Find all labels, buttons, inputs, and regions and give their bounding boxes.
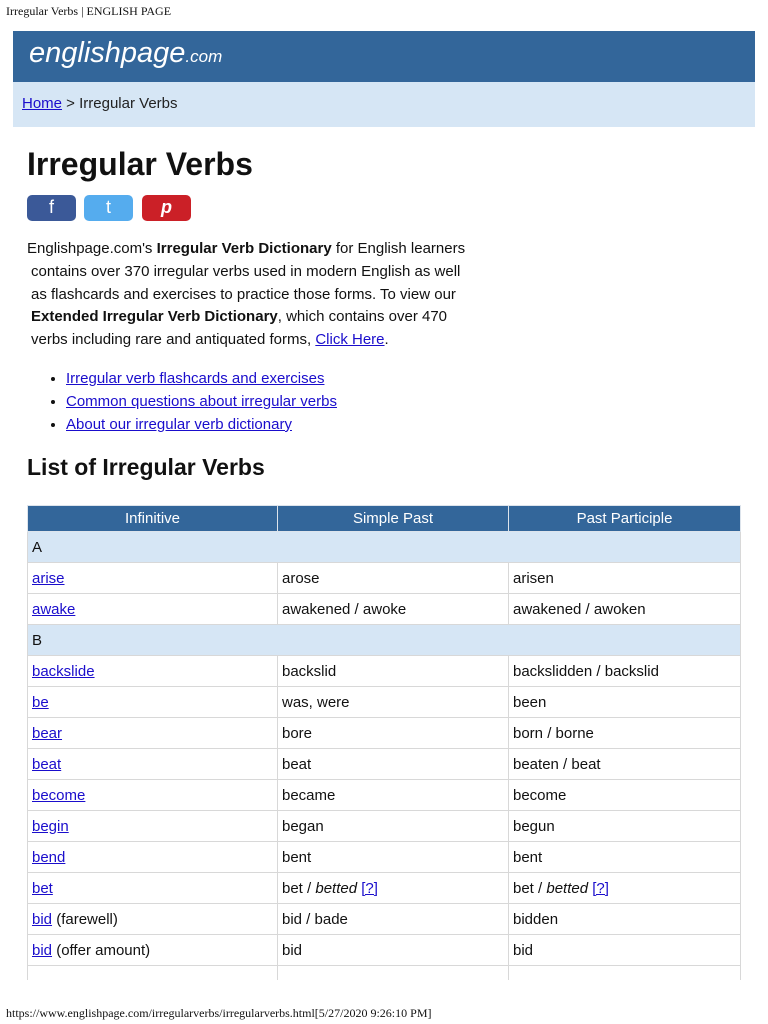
column-header-infinitive: Infinitive bbox=[28, 506, 278, 532]
pinterest-icon: p bbox=[161, 197, 172, 217]
verb-link[interactable]: awake bbox=[32, 600, 76, 618]
intro-paragraph bbox=[27, 238, 497, 352]
past-participle-cell: begun bbox=[509, 811, 741, 842]
simple-past-cell: was, were bbox=[278, 687, 509, 718]
past-form: bet / bbox=[282, 879, 316, 897]
intro-text: Englishpage.com's bbox=[27, 240, 157, 257]
past-participle-cell: beaten / beat bbox=[509, 749, 741, 780]
table-header-row bbox=[28, 506, 741, 532]
simple-past-cell: backslid bbox=[278, 656, 509, 687]
site-logo[interactable] bbox=[29, 37, 222, 70]
letter-row-a bbox=[28, 532, 741, 563]
verb-link[interactable]: begin bbox=[32, 817, 69, 835]
verb-link[interactable]: bear bbox=[32, 724, 63, 742]
intro-text: . bbox=[384, 331, 389, 349]
verb-link[interactable]: be bbox=[32, 693, 49, 711]
table-row bbox=[28, 594, 741, 625]
breadcrumb-current: Irregular Verbs bbox=[79, 95, 178, 112]
facebook-icon: f bbox=[48, 197, 54, 217]
simple-past-cell: bid bbox=[278, 935, 509, 966]
infinitive-cell bbox=[28, 842, 278, 873]
verb-link[interactable]: arise bbox=[32, 569, 65, 587]
infinitive-cell bbox=[28, 749, 278, 780]
simple-past-cell: beat bbox=[278, 749, 509, 780]
letter-heading: B bbox=[28, 625, 741, 656]
table-row bbox=[28, 873, 741, 904]
site-banner bbox=[13, 31, 755, 82]
breadcrumb-home-link[interactable]: Home bbox=[22, 95, 63, 112]
usage-note-link[interactable]: [?] bbox=[361, 879, 378, 897]
infinitive-cell bbox=[28, 563, 278, 594]
table-row bbox=[28, 687, 741, 718]
about-dictionary-link[interactable]: About our irregular verb dictionary bbox=[66, 415, 292, 433]
verb-link[interactable]: beat bbox=[32, 755, 62, 773]
logo-suffix: .com bbox=[185, 47, 223, 66]
pinterest-share-button[interactable] bbox=[142, 195, 191, 221]
simple-past-cell: arose bbox=[278, 563, 509, 594]
breadcrumb-separator: > bbox=[62, 95, 80, 112]
intro-line bbox=[27, 329, 497, 352]
verb-link[interactable]: bid bbox=[32, 941, 53, 959]
logo-main: englishpage bbox=[29, 37, 186, 69]
intro-bold-dictionary: Irregular Verb Dictionary bbox=[156, 240, 332, 257]
intro-line bbox=[27, 238, 497, 261]
usage-note-link[interactable]: [?] bbox=[592, 879, 609, 897]
column-header-simple-past: Simple Past bbox=[278, 506, 509, 532]
facebook-share-button[interactable] bbox=[27, 195, 76, 221]
intro-text: verbs including rare and antiquated forms, bbox=[31, 331, 316, 349]
infinitive-cell bbox=[28, 594, 278, 625]
pp-alt-form: betted bbox=[546, 879, 589, 897]
past-participle-cell: bid bbox=[509, 935, 741, 966]
letter-heading: A bbox=[28, 532, 741, 563]
pp-form: bet / bbox=[513, 879, 547, 897]
verb-link[interactable]: backslide bbox=[32, 662, 95, 680]
simple-past-cell: began bbox=[278, 811, 509, 842]
common-questions-link[interactable]: Common questions about irregular verbs bbox=[66, 392, 337, 410]
past-participle-cell: been bbox=[509, 687, 741, 718]
irregular-verbs-table bbox=[27, 505, 741, 997]
infinitive-cell bbox=[28, 904, 278, 935]
list-item bbox=[66, 391, 337, 414]
flashcards-link[interactable]: Irregular verb flashcards and exercises bbox=[66, 370, 325, 387]
print-footer: https://www.englishpage.com/irregularverbs/irregularverbs.html[5/27/2020 9:26:10 PM] bbox=[6, 1006, 432, 1020]
click-here-link[interactable]: Click Here bbox=[315, 331, 385, 349]
intro-line: contains over 370 irregular verbs used in modern English as well bbox=[31, 262, 461, 280]
verb-link[interactable]: bid bbox=[32, 910, 53, 928]
table-row bbox=[28, 842, 741, 873]
intro-bold-extended: Extended Irregular Verb Dictionary bbox=[31, 308, 278, 326]
page-cutoff bbox=[0, 980, 768, 1006]
infinitive-cell bbox=[28, 687, 278, 718]
page-title: Irregular Verbs bbox=[27, 146, 253, 182]
verb-link[interactable]: bend bbox=[32, 848, 66, 866]
past-participle-cell bbox=[509, 873, 741, 904]
infinitive-cell bbox=[28, 780, 278, 811]
verb-link[interactable]: become bbox=[32, 786, 86, 804]
past-participle-cell: become bbox=[509, 780, 741, 811]
simple-past-cell: became bbox=[278, 780, 509, 811]
table-row bbox=[28, 656, 741, 687]
past-participle-cell: arisen bbox=[509, 563, 741, 594]
infinitive-cell bbox=[28, 873, 278, 904]
simple-past-cell: awakened / awoke bbox=[278, 594, 509, 625]
table-row bbox=[28, 904, 741, 935]
intro-line: as flashcards and exercises to practice those forms. To view our bbox=[31, 285, 456, 303]
intro-text: for English learners bbox=[331, 240, 466, 257]
infinitive-cell bbox=[28, 656, 278, 687]
print-header: Irregular Verbs | ENGLISH PAGE bbox=[6, 4, 172, 18]
table-row bbox=[28, 935, 741, 966]
past-participle-cell: awakened / awoken bbox=[509, 594, 741, 625]
breadcrumb-bar bbox=[13, 82, 755, 127]
intro-line bbox=[27, 306, 497, 329]
twitter-icon: t bbox=[105, 197, 111, 217]
column-header-past-participle: Past Participle bbox=[509, 506, 741, 532]
past-participle-cell: bent bbox=[509, 842, 741, 873]
infinitive-cell bbox=[28, 935, 278, 966]
verb-note: (farewell) bbox=[52, 910, 118, 928]
table-row bbox=[28, 563, 741, 594]
simple-past-cell: bid / bade bbox=[278, 904, 509, 935]
intro-text: , which contains over 470 bbox=[277, 308, 448, 326]
letter-row-b bbox=[28, 625, 741, 656]
past-participle-cell: backslidden / backslid bbox=[509, 656, 741, 687]
resource-links bbox=[27, 368, 337, 436]
breadcrumb bbox=[22, 95, 178, 112]
list-item bbox=[66, 414, 337, 437]
simple-past-cell: bore bbox=[278, 718, 509, 749]
past-participle-cell: bidden bbox=[509, 904, 741, 935]
simple-past-cell: bent bbox=[278, 842, 509, 873]
past-participle-cell: born / borne bbox=[509, 718, 741, 749]
list-title: List of Irregular Verbs bbox=[27, 454, 265, 480]
list-item bbox=[66, 368, 337, 391]
verb-link[interactable]: bet bbox=[32, 879, 53, 897]
verb-note: (offer amount) bbox=[52, 941, 151, 959]
infinitive-cell bbox=[28, 811, 278, 842]
table-row bbox=[28, 780, 741, 811]
simple-past-cell bbox=[278, 873, 509, 904]
infinitive-cell bbox=[28, 718, 278, 749]
table-row bbox=[28, 749, 741, 780]
twitter-share-button[interactable] bbox=[84, 195, 133, 221]
table-row bbox=[28, 811, 741, 842]
table-row bbox=[28, 718, 741, 749]
past-alt-form: betted bbox=[315, 879, 358, 897]
